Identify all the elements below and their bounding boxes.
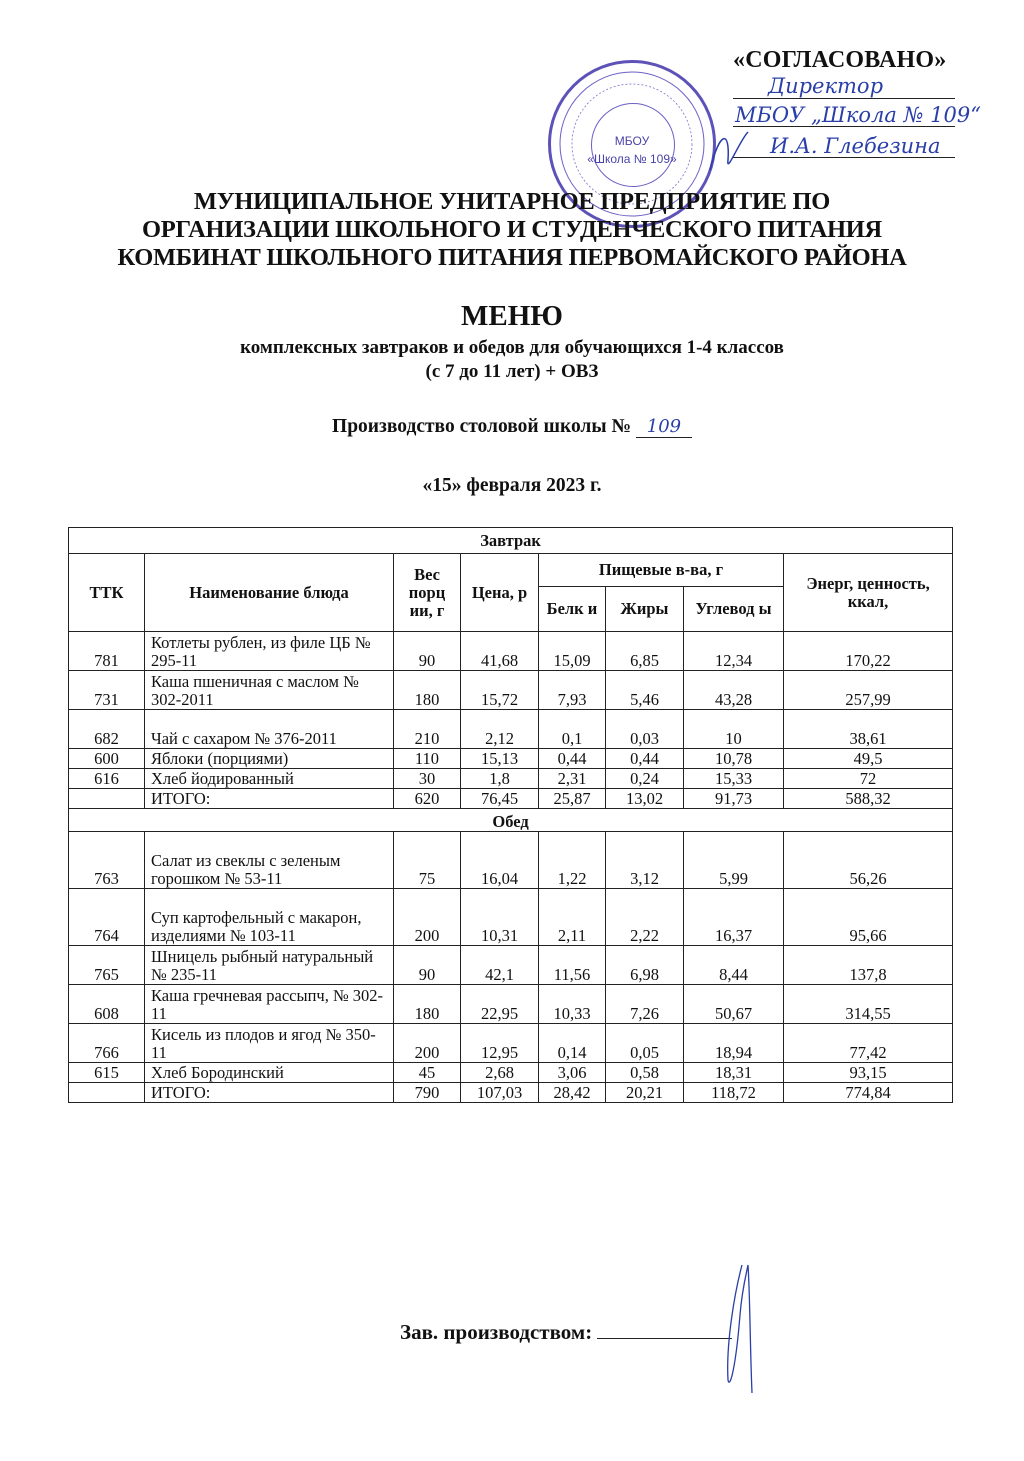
total-protein: 25,87 bbox=[539, 789, 606, 809]
org-line-2: ОРГАНИЗАЦИИ ШКОЛЬНОГО И СТУДЕНЧЕСКОГО ПИТАНИЯ bbox=[142, 216, 882, 243]
cell-price: 22,95 bbox=[461, 985, 539, 1024]
cell-name: Шницель рыбный натуральный № 235-11 bbox=[145, 946, 394, 985]
cell-energy: 93,15 bbox=[784, 1063, 953, 1083]
cell-carbs: 10 bbox=[684, 710, 784, 749]
cell-ttk: 765 bbox=[69, 946, 145, 985]
cell-weight: 200 bbox=[394, 889, 461, 946]
cell-fat: 0,03 bbox=[606, 710, 684, 749]
cell-price: 12,95 bbox=[461, 1024, 539, 1063]
cell-fat: 0,58 bbox=[606, 1063, 684, 1083]
cell-energy: 49,5 bbox=[784, 749, 953, 769]
lunch-section-row bbox=[69, 809, 953, 832]
total-price: 76,45 bbox=[461, 789, 539, 809]
header-price: Цена, р bbox=[461, 554, 539, 632]
production-label: Производство столовой школы № bbox=[332, 416, 632, 437]
cell-weight: 210 bbox=[394, 710, 461, 749]
menu-subtitle bbox=[0, 336, 1024, 384]
cell-carbs: 16,37 bbox=[684, 889, 784, 946]
cell-protein: 15,09 bbox=[539, 632, 606, 671]
cell-energy: 38,61 bbox=[784, 710, 953, 749]
header-weight: Вес порц ии, г bbox=[394, 554, 461, 632]
cell-name: Салат из свеклы с зеленым горошком № 53-11 bbox=[145, 832, 394, 889]
total-protein: 28,42 bbox=[539, 1083, 606, 1103]
total-carbs: 91,73 bbox=[684, 789, 784, 809]
cell-protein: 2,11 bbox=[539, 889, 606, 946]
total-weight: 790 bbox=[394, 1083, 461, 1103]
header-name: Наименование блюда bbox=[145, 554, 394, 632]
cell-fat: 3,12 bbox=[606, 832, 684, 889]
table-row bbox=[69, 1024, 953, 1063]
cell-fat: 7,26 bbox=[606, 985, 684, 1024]
cell-name: Котлеты рублен, из филе ЦБ № 295-11 bbox=[145, 632, 394, 671]
header-ttk: ТТК bbox=[69, 554, 145, 632]
org-line-1: МУНИЦИПАЛЬНОЕ УНИТАРНОЕ ПРЕДПРИЯТИЕ ПО bbox=[193, 188, 831, 215]
total-label: ИТОГО: bbox=[145, 1083, 394, 1103]
breakfast-title: Завтрак bbox=[69, 528, 953, 554]
cell-weight: 90 bbox=[394, 946, 461, 985]
breakfast-total-row bbox=[69, 789, 953, 809]
cell-protein: 3,06 bbox=[539, 1063, 606, 1083]
header-energy: Энерг, ценность, ккал, bbox=[784, 554, 953, 632]
cell-weight: 200 bbox=[394, 1024, 461, 1063]
table-row bbox=[69, 769, 953, 789]
table-row bbox=[69, 1063, 953, 1083]
cell-carbs: 50,67 bbox=[684, 985, 784, 1024]
lunch-title: Обед bbox=[69, 809, 953, 832]
cell-fat: 0,24 bbox=[606, 769, 684, 789]
total-energy: 774,84 bbox=[784, 1083, 953, 1103]
cell-carbs: 43,28 bbox=[684, 671, 784, 710]
breakfast-section-row bbox=[69, 528, 953, 554]
cell-ttk bbox=[69, 1083, 145, 1103]
cell-price: 16,04 bbox=[461, 832, 539, 889]
footer-label: Зав. производством: bbox=[400, 1320, 593, 1344]
header-nutrients: Пищевые в-ва, г bbox=[539, 554, 784, 587]
signature-line-1 bbox=[733, 98, 955, 99]
cell-ttk: 781 bbox=[69, 632, 145, 671]
cell-fat: 2,22 bbox=[606, 889, 684, 946]
cell-ttk: 616 bbox=[69, 769, 145, 789]
cell-name: Каша гречневая рассыпч, № 302-11 bbox=[145, 985, 394, 1024]
cell-protein: 1,22 bbox=[539, 832, 606, 889]
table-row bbox=[69, 671, 953, 710]
cell-carbs: 15,33 bbox=[684, 769, 784, 789]
cell-energy: 95,66 bbox=[784, 889, 953, 946]
cell-fat: 6,85 bbox=[606, 632, 684, 671]
total-fat: 13,02 bbox=[606, 789, 684, 809]
menu-title: МЕНЮ bbox=[461, 300, 563, 332]
total-fat: 20,21 bbox=[606, 1083, 684, 1103]
cell-price: 15,72 bbox=[461, 671, 539, 710]
table-row bbox=[69, 985, 953, 1024]
cell-energy: 77,42 bbox=[784, 1024, 953, 1063]
production-line bbox=[0, 416, 1024, 438]
cell-protein: 0,44 bbox=[539, 749, 606, 769]
cell-price: 41,68 bbox=[461, 632, 539, 671]
cell-protein: 10,33 bbox=[539, 985, 606, 1024]
cell-fat: 5,46 bbox=[606, 671, 684, 710]
cell-protein: 7,93 bbox=[539, 671, 606, 710]
cell-carbs: 18,31 bbox=[684, 1063, 784, 1083]
cell-energy: 170,22 bbox=[784, 632, 953, 671]
cell-name: Хлеб Бородинский bbox=[145, 1063, 394, 1083]
cell-carbs: 18,94 bbox=[684, 1024, 784, 1063]
cell-energy: 257,99 bbox=[784, 671, 953, 710]
cell-fat: 0,44 bbox=[606, 749, 684, 769]
director-signature-icon bbox=[700, 120, 760, 180]
cell-name: Каша пшеничная с маслом № 302-2011 bbox=[145, 671, 394, 710]
cell-protein: 0,14 bbox=[539, 1024, 606, 1063]
lunch-total-row bbox=[69, 1083, 953, 1103]
cell-price: 15,13 bbox=[461, 749, 539, 769]
cell-weight: 110 bbox=[394, 749, 461, 769]
cell-name: Кисель из плодов и ягод № 350-11 bbox=[145, 1024, 394, 1063]
cell-protein: 0,1 bbox=[539, 710, 606, 749]
total-label: ИТОГО: bbox=[145, 789, 394, 809]
footer-signature bbox=[400, 1318, 732, 1345]
cell-carbs: 8,44 bbox=[684, 946, 784, 985]
menu-date: «15» февраля 2023 г. bbox=[422, 475, 602, 496]
cell-price: 2,68 bbox=[461, 1063, 539, 1083]
cell-protein: 2,31 bbox=[539, 769, 606, 789]
cell-price: 10,31 bbox=[461, 889, 539, 946]
cell-energy: 137,8 bbox=[784, 946, 953, 985]
table-row bbox=[69, 632, 953, 671]
cell-energy: 56,26 bbox=[784, 832, 953, 889]
header-row-1 bbox=[69, 554, 953, 587]
approval-title: «СОГЛАСОВАНО» bbox=[733, 47, 947, 73]
menu-subtitle-line-2: (с 7 до 11 лет) + ОВЗ bbox=[425, 361, 599, 382]
cell-ttk: 615 bbox=[69, 1063, 145, 1083]
org-line-3: КОМБИНАТ ШКОЛЬНОГО ПИТАНИЯ ПЕРВОМАЙСКОГО РАЙОНА bbox=[117, 244, 907, 271]
handwritten-school: МБОУ „Школа № 109“ bbox=[735, 103, 981, 127]
cell-carbs: 10,78 bbox=[684, 749, 784, 769]
cell-carbs: 5,99 bbox=[684, 832, 784, 889]
cell-ttk: 608 bbox=[69, 985, 145, 1024]
cell-ttk: 731 bbox=[69, 671, 145, 710]
cell-name: Яблоки (порциями) bbox=[145, 749, 394, 769]
manager-signature-icon bbox=[712, 1255, 772, 1395]
header-carbs: Углевод ы bbox=[684, 587, 784, 632]
stamp-label-school: «Школа № 109» bbox=[587, 152, 677, 166]
table-row bbox=[69, 832, 953, 889]
cell-weight: 75 bbox=[394, 832, 461, 889]
cell-ttk: 682 bbox=[69, 710, 145, 749]
total-price: 107,03 bbox=[461, 1083, 539, 1103]
cell-ttk: 764 bbox=[69, 889, 145, 946]
total-energy: 588,32 bbox=[784, 789, 953, 809]
cell-ttk: 766 bbox=[69, 1024, 145, 1063]
cell-energy: 314,55 bbox=[784, 985, 953, 1024]
header-fat: Жиры bbox=[606, 587, 684, 632]
stamp-label-org: МБОУ bbox=[614, 134, 650, 148]
cell-price: 1,8 bbox=[461, 769, 539, 789]
handwritten-position: Директор bbox=[768, 74, 884, 98]
header-protein: Белк и bbox=[539, 587, 606, 632]
menu-table bbox=[68, 527, 953, 1103]
table-row bbox=[69, 749, 953, 769]
cell-ttk bbox=[69, 789, 145, 809]
cell-energy: 72 bbox=[784, 769, 953, 789]
school-number: 109 bbox=[636, 416, 692, 438]
cell-price: 42,1 bbox=[461, 946, 539, 985]
total-carbs: 118,72 bbox=[684, 1083, 784, 1103]
cell-weight: 180 bbox=[394, 985, 461, 1024]
table-row bbox=[69, 710, 953, 749]
cell-weight: 45 bbox=[394, 1063, 461, 1083]
cell-fat: 6,98 bbox=[606, 946, 684, 985]
cell-ttk: 763 bbox=[69, 832, 145, 889]
cell-price: 2,12 bbox=[461, 710, 539, 749]
cell-weight: 30 bbox=[394, 769, 461, 789]
menu-subtitle-line-1: комплексных завтраков и обедов для обучающихся 1-4 классов bbox=[240, 337, 784, 358]
total-weight: 620 bbox=[394, 789, 461, 809]
cell-fat: 0,05 bbox=[606, 1024, 684, 1063]
table-row bbox=[69, 889, 953, 946]
handwritten-name: И.А. Глебезина bbox=[770, 134, 941, 158]
cell-name: Суп картофельный с макарон, изделиями № 103-11 bbox=[145, 889, 394, 946]
cell-name: Чай с сахаром № 376-2011 bbox=[145, 710, 394, 749]
cell-ttk: 600 bbox=[69, 749, 145, 769]
cell-weight: 90 bbox=[394, 632, 461, 671]
cell-carbs: 12,34 bbox=[684, 632, 784, 671]
cell-protein: 11,56 bbox=[539, 946, 606, 985]
organization-header bbox=[60, 188, 964, 272]
cell-weight: 180 bbox=[394, 671, 461, 710]
cell-name: Хлеб йодированный bbox=[145, 769, 394, 789]
table-row bbox=[69, 946, 953, 985]
